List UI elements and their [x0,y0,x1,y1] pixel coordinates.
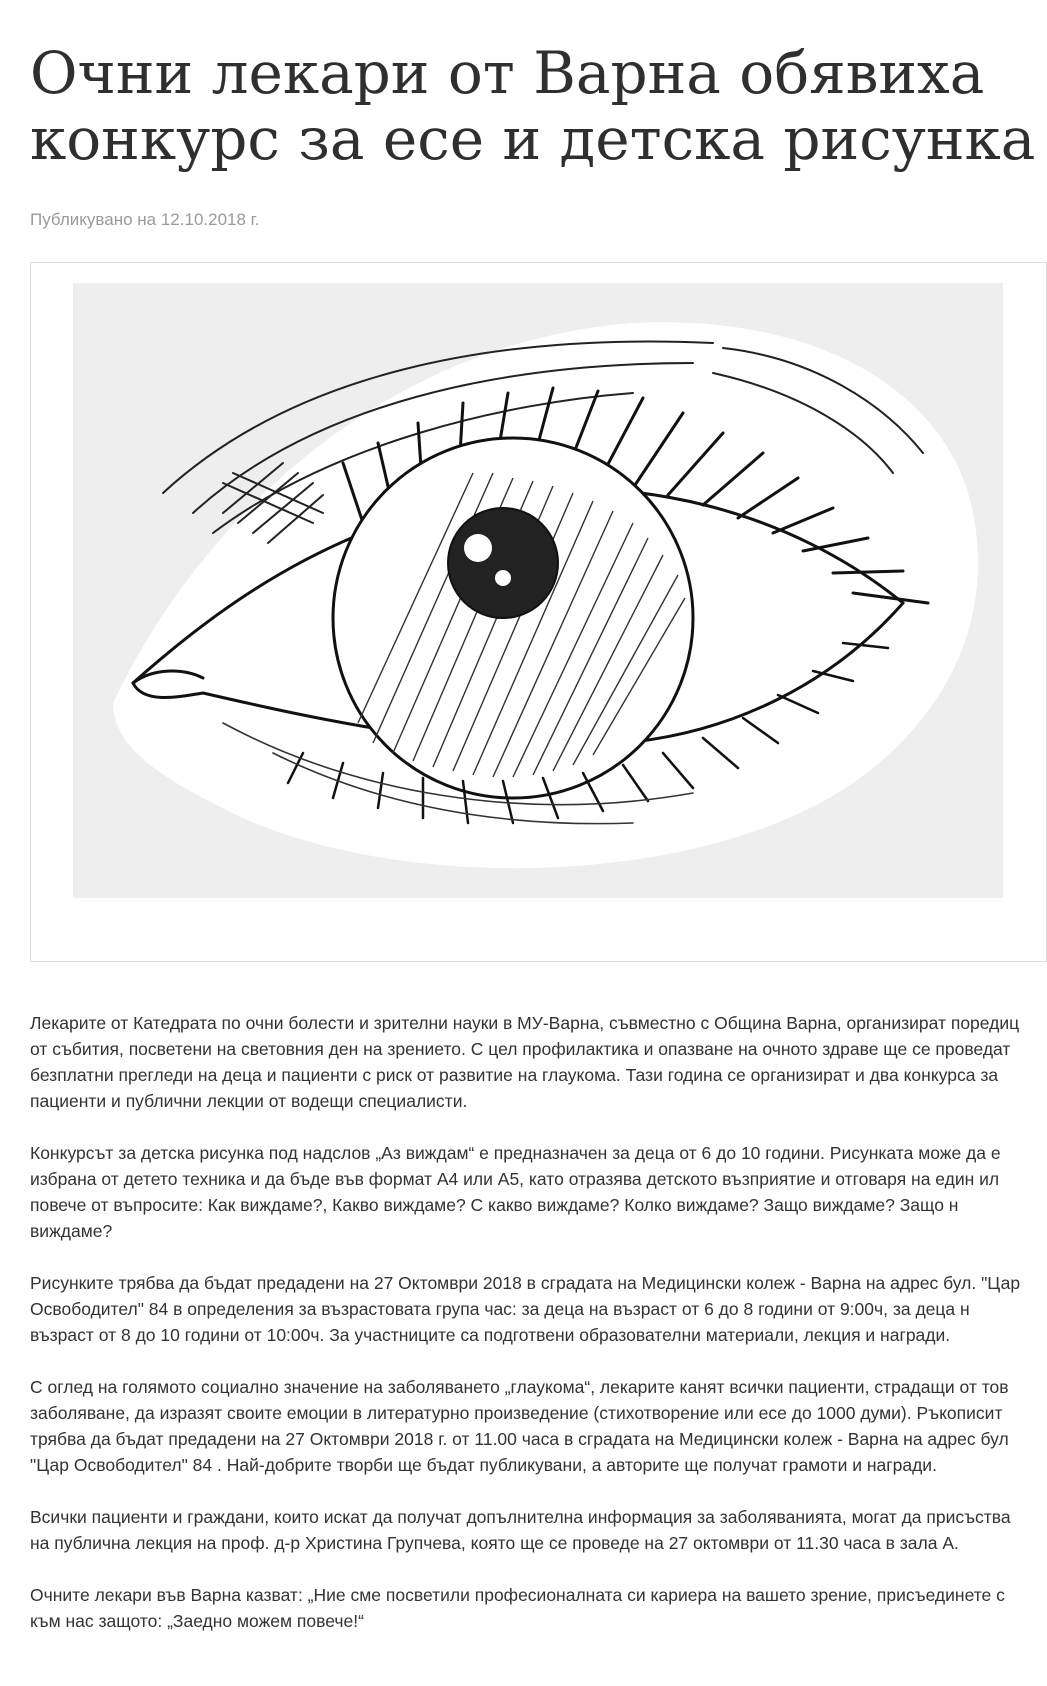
paragraph-line: Лекарите от Катедрата по очни болести и зрителни науки в МУ-Варна, съвместно с Община Варна, организират поредиц [30,1013,1020,1033]
paragraph-line: трябва да бъдат предадени на 27 Октомври 2018 г. от 11.00 часа в сградата на Медицински колеж - Варна на адрес бул [30,1429,1009,1449]
paragraph-4 [30,1374,1047,1478]
paragraph-line: Очните лекари във Варна казват: „Ние сме посветили професионалната си кариера на вашето зрение, присъединете с [30,1585,1005,1605]
paragraph-line: Рисунките трябва да бъдат предадени на 27 Октомври 2018 в сградата на Медицински колеж - Варна на адрес бул. "Цар [30,1273,1021,1293]
paragraph-line: безплатни прегледи на деца и пациенти с риск от развитие на глаукома. Тази година се организират и два конкурса за [30,1065,999,1085]
paragraph-3 [30,1270,1047,1348]
paragraph-line: пациенти и публични лекции от водещи специалисти. [30,1091,468,1111]
article-image [30,262,1047,962]
paragraph-line: на публична лекция на проф. д-р Христина Групчева, която ще се проведе на 27 октомври от 11.30 часа в зала А. [30,1533,959,1553]
paragraph-line: "Цар Освободител" 84 . Най-добрите творби ще бъдат публикувани, а авторите ще получат грамоти и награди. [30,1455,937,1475]
paragraph-line: повече от въпросите: Как виждаме?, Какво виждаме? С какво виждаме? Колко виждаме? Защо виждаме? Защо н [30,1195,959,1215]
paragraph-line: Конкурсът за детска рисунка под надслов „Аз виждам“ е предназначен за деца от 6 до 10 години. Рисунката може да е [30,1143,1001,1163]
paragraph-line: от събития, посветени на световния ден на зрението. С цел профилактика и опазване на очното здраве ще се проведат [30,1039,1011,1059]
paragraph-line: Всички пациенти и граждани, които искат да получат допълнителна информация за заболяванията, могат да присъства [30,1507,1011,1527]
article-body [30,1010,1047,1634]
paragraph-line: виждаме? [30,1221,113,1241]
paragraph-line: Освободител" 84 в определения за възрастовата група час: за деца на възраст от 6 до 8 години от 9:00ч, за деца н [30,1299,970,1319]
paragraph-5 [30,1504,1047,1556]
paragraph-2 [30,1140,1047,1244]
paragraph-line: избрана от детето техника и да бъде във формат А4 или А5, като отразява детското възприятие и отговаря на един ил [30,1169,1000,1189]
publish-date: Публикувано на 12.10.2018 г. [30,210,260,229]
title-line-1: Очни лекари от Варна обявиха [30,39,985,107]
title-line-2: конкурс за есе и детска рисунка [30,105,1036,173]
paragraph-6 [30,1582,1047,1634]
page-title [30,40,1047,172]
paragraph-line: С оглед на голямото социално значение на заболяването „глаукома“, лекарите канят всички пациенти, страдащи от тов [30,1377,1009,1397]
paragraph-line: към нас защото: „Заедно можем повече!“ [30,1611,364,1631]
eye-sketch-icon [73,283,1003,898]
paragraph-line: заболяване, да изразят своите емоции в литературно произведение (стихотворение или есе до 1000 думи). Ръкописит [30,1403,1003,1423]
paragraph-1 [30,1010,1047,1114]
paragraph-line: възраст от 8 до 10 години от 10:00ч. За участниците са подготвени образователни материали, лекция и награди. [30,1325,951,1345]
article [30,40,1047,1660]
